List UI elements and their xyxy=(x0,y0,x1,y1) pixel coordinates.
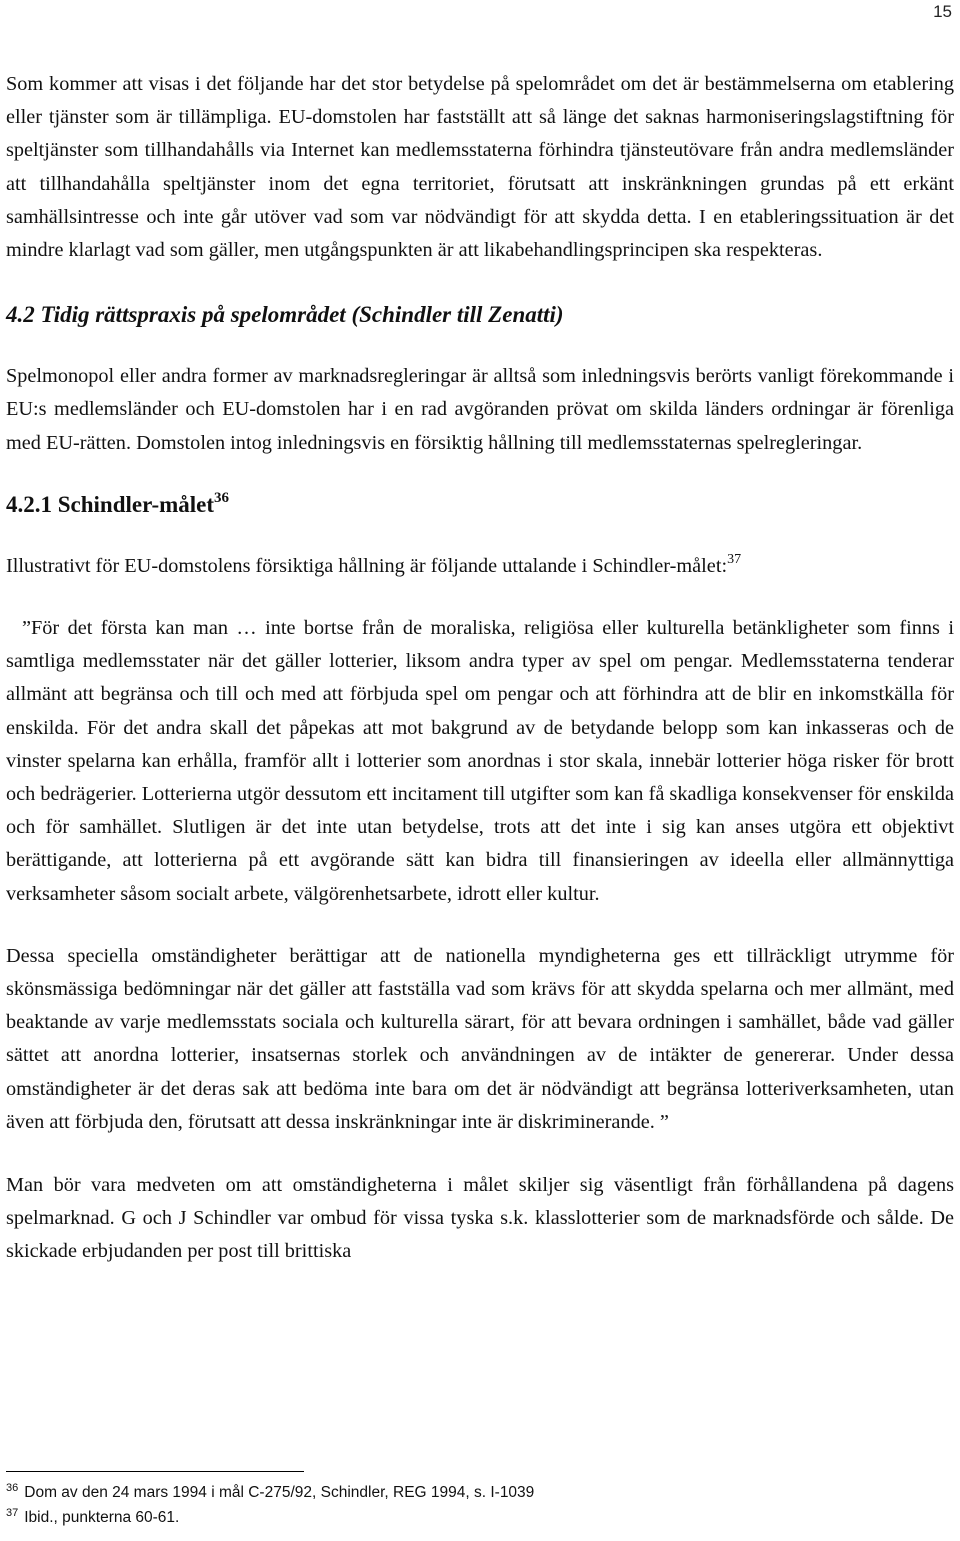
section-heading-4-2-1-text: 4.2.1 Schindler-målet xyxy=(6,491,215,517)
footnote-37 xyxy=(6,1505,534,1530)
footnote-36 xyxy=(6,1480,534,1505)
paragraph-illustrativt xyxy=(6,550,954,583)
footnote-number: 36 xyxy=(6,1482,19,1494)
document-body xyxy=(6,68,954,1269)
quote-paragraph-2: Dessa speciella omständigheter berättigar att de nationella myndigheterna ges ett tillräckligt utrymme för skönsmässiga bedömningar när det gäller att fastställa vad som krävs för att skydda spelarna och mer allmänt, med beaktande av varje medlemsstats sociala och kulturella särart, för att bevara ordningen i samhället, både vad gäller sättet att anordna lotterier, insatsernas storlek och användningen av de intäkter de genererar. Under dessa omständigheter är det deras sak att bedöma inte bara om det är nödvändigt att begränsa lotteriverksamheten, utan även att förbjuda den, förutsatt att dessa inskränkningar inte är diskriminerande. ” xyxy=(6,944,954,1133)
section-heading-4-2: 4.2 Tidig rättspraxis på spelområdet (Schindler till Zenatti) xyxy=(6,302,564,328)
paragraph-section-4-2: Spelmonopol eller andra former av marknadsregleringar är alltså som inledningsvis berörts vanligt förekommande i EU:s medlemsländer och EU-domstolen har i en rad avgöranden prövat om skilda länders ordningar är förenliga med EU-rätten. Domstolen intog inledningsvis en försiktig hållning till medlemsstaternas spelregleringar. xyxy=(6,365,954,454)
page-number: 15 xyxy=(933,2,952,21)
footnote-ref-37[interactable]: 37 xyxy=(727,551,742,567)
section-heading-4-2-1 xyxy=(6,488,954,522)
footnote-ref-36[interactable]: 36 xyxy=(214,489,230,506)
footnotes xyxy=(6,1480,534,1530)
footnote-divider xyxy=(6,1471,304,1472)
paragraph-intro: Som kommer att visas i det följande har det stor betydelse på spelområdet om det är bestämmelserna om etablering eller tjänster som är tillämpliga. EU-domstolen har fastställt att så länge det saknas harmoniseringslagstiftning för speltjänster som tillhandahålls via Internet kan medlemsstaterna förhindra tjänsteutövare från andra medlemsländer att tillhandahålla speltjänster inom det egna territoriet, förutsatt att inskränkningen grundas på ett erkänt samhällsintresse och inte går utöver vad som var nödvändigt för att skydda detta. I en etableringssituation är det mindre klarlagt vad som gäller, men utgångspunkten är att likabehandlingsprincipen ska respekteras. xyxy=(6,73,954,262)
quote-paragraph-1: ”För det första kan man … inte bortse från de moraliska, religiösa eller kulturella betänkligheter som finns i samtliga medlemsstater när det gäller lotterier, liksom andra typer av spel om pengar. Medlemsstaterna tenderar allmänt att begränsa och till och med att förbjuda spel om pengar och att förhindra att de blir en inkomstkälla för enskilda. För det andra skall det påpekas att mot bakgrund av de betydande belopp som kan inkasseras och de vinster spelarna kan erhålla, framför allt i lotterier som anordnas i stor skala, innebär lotterier höga risker för brott och bedrägerier. Lotterierna utgör dessutom ett incitament till utgifter som kan få skadliga konsekvenser för enskilda och för samhället. Slutligen är det inte utan betydelse, trots att det inte i sig kan anses utgöra ett objektivt berättigande, att lotterierna på ett avgörande sätt kan bidra till finansieringen av ideella eller allmännyttiga verksamheter såsom socialt arbete, välgörenhetsarbete, idrott eller kultur. xyxy=(6,617,954,905)
paragraph-schindler-facts: Man bör vara medveten om att omständigheterna i målet skiljer sig väsentligt från förhållandena på dagens spelmarknad. G och J Schindler var ombud för vissa tyska s.k. klasslotterier som de marknadsförde och sålde. De skickade erbjudanden per post till brittiska xyxy=(6,1174,954,1263)
paragraph-illustrativt-text: Illustrativt för EU-domstolens försiktiga hållning är följande uttalande i Schindler-målet: xyxy=(6,554,728,577)
footnote-text: Ibid., punkterna 60-61. xyxy=(24,1509,180,1526)
footnote-text: Dom av den 24 mars 1994 i mål C-275/92, Schindler, REG 1994, s. I-1039 xyxy=(24,1484,535,1501)
footnote-number: 37 xyxy=(6,1507,19,1519)
